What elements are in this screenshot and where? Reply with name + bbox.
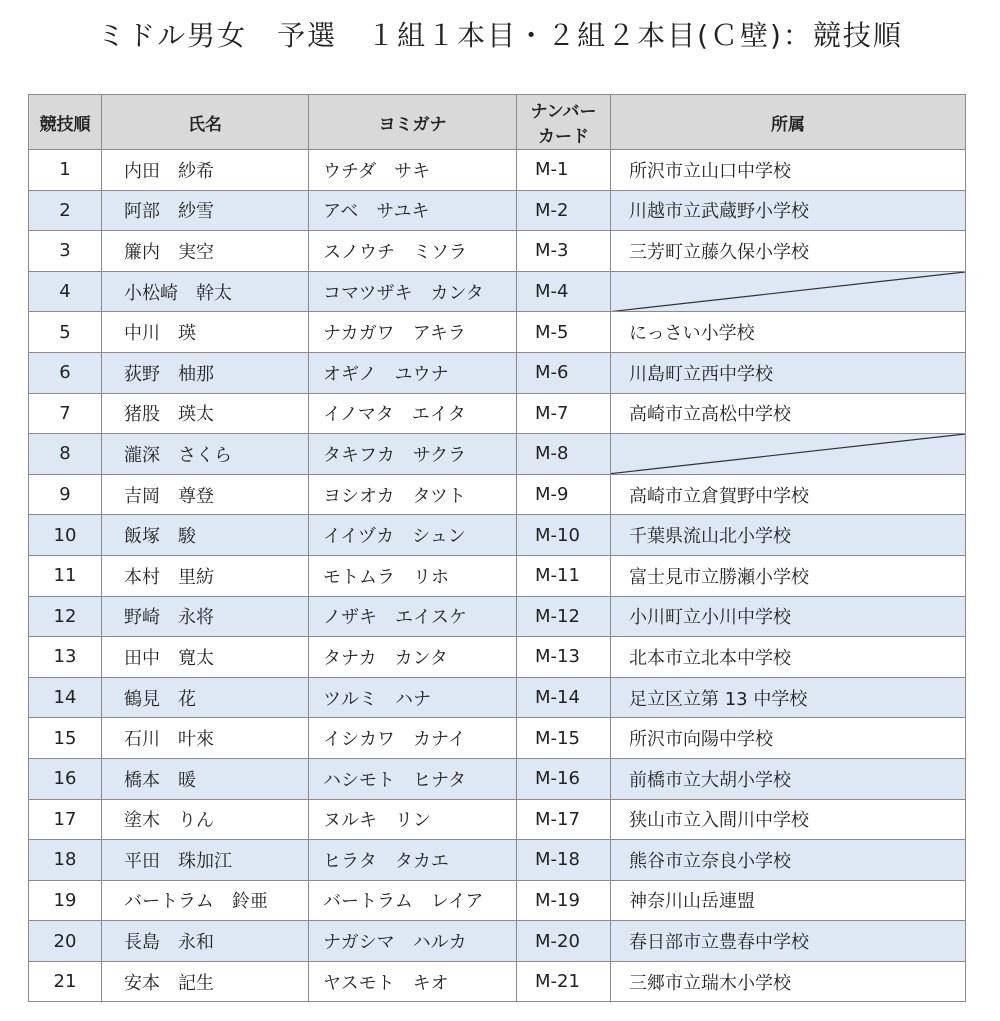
- cell-number-card: M-17: [517, 799, 611, 840]
- cell-number-card: M-4: [517, 271, 611, 312]
- cell-kana: ナガシマ ハルカ: [309, 921, 517, 962]
- cell-number-card: M-15: [517, 718, 611, 759]
- cell-order: 3: [29, 231, 102, 272]
- cell-affiliation: 高崎市立倉賀野中学校: [611, 474, 966, 515]
- cell-name: バートラム 鈴亜: [102, 880, 309, 921]
- cell-number-card: M-19: [517, 880, 611, 921]
- cell-order: 10: [29, 515, 102, 556]
- cell-kana: ツルミ ハナ: [309, 677, 517, 718]
- header-order: 競技順: [29, 95, 102, 150]
- header-affiliation: 所属: [611, 95, 966, 150]
- cell-kana: オギノ ユウナ: [309, 352, 517, 393]
- cell-affiliation: 高崎市立高松中学校: [611, 393, 966, 434]
- cell-number-card: M-5: [517, 312, 611, 353]
- cell-order: 9: [29, 474, 102, 515]
- cell-name: 石川 叶來: [102, 718, 309, 759]
- cell-number-card: M-10: [517, 515, 611, 556]
- cell-order: 15: [29, 718, 102, 759]
- cell-name: 田中 寛太: [102, 637, 309, 678]
- cell-name: 飯塚 駿: [102, 515, 309, 556]
- cell-order: 13: [29, 637, 102, 678]
- header-card-line2: カード: [538, 127, 589, 147]
- cell-number-card: M-16: [517, 758, 611, 799]
- cell-name: 吉岡 尊登: [102, 474, 309, 515]
- table-row: [29, 271, 966, 312]
- table-row: [29, 596, 966, 637]
- cell-affiliation: にっさい小学校: [611, 312, 966, 353]
- cell-kana: タナカ カンタ: [309, 637, 517, 678]
- cell-name: 荻野 柚那: [102, 352, 309, 393]
- table-row: [29, 312, 966, 353]
- cell-order: 21: [29, 961, 102, 1002]
- cell-number-card: M-3: [517, 231, 611, 272]
- table-row: [29, 718, 966, 759]
- header-number-card: [517, 95, 611, 150]
- cell-affiliation: 北本市立北本中学校: [611, 637, 966, 678]
- cell-affiliation: 川越市立武蔵野小学校: [611, 190, 966, 231]
- cell-number-card: M-11: [517, 555, 611, 596]
- cell-order: 5: [29, 312, 102, 353]
- table-row: [29, 961, 966, 1002]
- cell-kana: ノザキ エイスケ: [309, 596, 517, 637]
- cell-order: 14: [29, 677, 102, 718]
- cell-kana: イイヅカ シュン: [309, 515, 517, 556]
- cell-affiliation: 狭山市立入間川中学校: [611, 799, 966, 840]
- table-row: [29, 190, 966, 231]
- table-row: [29, 921, 966, 962]
- table-row: [29, 677, 966, 718]
- table-row: [29, 515, 966, 556]
- cell-order: 11: [29, 555, 102, 596]
- cell-kana: バートラム レイア: [309, 880, 517, 921]
- table-row: [29, 150, 966, 191]
- cell-name: 橋本 暖: [102, 758, 309, 799]
- table-row: [29, 799, 966, 840]
- cell-order: 17: [29, 799, 102, 840]
- start-order-table: [28, 94, 966, 1002]
- cell-affiliation: [611, 271, 966, 312]
- cell-number-card: M-13: [517, 637, 611, 678]
- header-kana: ヨミガナ: [309, 95, 517, 150]
- cell-kana: ナカガワ アキラ: [309, 312, 517, 353]
- blank-cell-slash: [611, 272, 965, 312]
- table-row: [29, 231, 966, 272]
- table-row: [29, 840, 966, 881]
- cell-order: 20: [29, 921, 102, 962]
- table-header-row: [29, 95, 966, 150]
- cell-order: 1: [29, 150, 102, 191]
- cell-kana: タキフカ サクラ: [309, 434, 517, 475]
- cell-affiliation: [611, 434, 966, 475]
- cell-kana: ヤスモト キオ: [309, 961, 517, 1002]
- cell-name: 中川 瑛: [102, 312, 309, 353]
- cell-name: 簾内 実空: [102, 231, 309, 272]
- header-card-line1: ナンバー: [530, 102, 597, 122]
- cell-kana: ヌルキ リン: [309, 799, 517, 840]
- cell-affiliation: 足立区立第 13 中学校: [611, 677, 966, 718]
- cell-kana: モトムラ リホ: [309, 555, 517, 596]
- header-name: 氏名: [102, 95, 309, 150]
- page-title: ミドル男女 予選 １組１本目・２組２本目(Ｃ壁)：競技順: [97, 19, 903, 52]
- table-row: [29, 880, 966, 921]
- cell-affiliation: 前橋市立大胡小学校: [611, 758, 966, 799]
- table-row: [29, 555, 966, 596]
- cell-name: 本村 里紡: [102, 555, 309, 596]
- cell-number-card: M-8: [517, 434, 611, 475]
- cell-name: 鶴見 花: [102, 677, 309, 718]
- cell-order: 12: [29, 596, 102, 637]
- cell-affiliation: 所沢市向陽中学校: [611, 718, 966, 759]
- cell-order: 2: [29, 190, 102, 231]
- cell-kana: ウチダ サキ: [309, 150, 517, 191]
- cell-number-card: M-20: [517, 921, 611, 962]
- cell-kana: コマツザキ カンタ: [309, 271, 517, 312]
- cell-order: 8: [29, 434, 102, 475]
- cell-number-card: M-7: [517, 393, 611, 434]
- cell-order: 16: [29, 758, 102, 799]
- cell-affiliation: 千葉県流山北小学校: [611, 515, 966, 556]
- cell-kana: ヒラタ タカエ: [309, 840, 517, 881]
- table-row: [29, 637, 966, 678]
- cell-name: 長島 永和: [102, 921, 309, 962]
- cell-name: 猪股 瑛太: [102, 393, 309, 434]
- table-row: [29, 434, 966, 475]
- cell-name: 塗木 りん: [102, 799, 309, 840]
- cell-affiliation: 熊谷市立奈良小学校: [611, 840, 966, 881]
- cell-order: 18: [29, 840, 102, 881]
- cell-name: 小松崎 幹太: [102, 271, 309, 312]
- table-row: [29, 758, 966, 799]
- cell-number-card: M-14: [517, 677, 611, 718]
- table-row: [29, 352, 966, 393]
- cell-affiliation: 春日部市立豊春中学校: [611, 921, 966, 962]
- cell-name: 安本 記生: [102, 961, 309, 1002]
- cell-order: 4: [29, 271, 102, 312]
- cell-affiliation: 三芳町立藤久保小学校: [611, 231, 966, 272]
- cell-kana: イシカワ カナイ: [309, 718, 517, 759]
- cell-affiliation: 富士見市立勝瀬小学校: [611, 555, 966, 596]
- cell-number-card: M-1: [517, 150, 611, 191]
- cell-affiliation: 神奈川山岳連盟: [611, 880, 966, 921]
- cell-affiliation: 川島町立西中学校: [611, 352, 966, 393]
- cell-number-card: M-18: [517, 840, 611, 881]
- cell-name: 内田 紗希: [102, 150, 309, 191]
- cell-number-card: M-2: [517, 190, 611, 231]
- cell-name: 瀧深 さくら: [102, 434, 309, 475]
- cell-kana: スノウチ ミソラ: [309, 231, 517, 272]
- cell-affiliation: 小川町立小川中学校: [611, 596, 966, 637]
- cell-order: 6: [29, 352, 102, 393]
- cell-number-card: M-21: [517, 961, 611, 1002]
- cell-kana: ハシモト ヒナタ: [309, 758, 517, 799]
- cell-kana: イノマタ エイタ: [309, 393, 517, 434]
- cell-affiliation: 所沢市立山口中学校: [611, 150, 966, 191]
- cell-name: 野崎 永将: [102, 596, 309, 637]
- cell-number-card: M-9: [517, 474, 611, 515]
- cell-number-card: M-12: [517, 596, 611, 637]
- table-row: [29, 393, 966, 434]
- cell-kana: ヨシオカ タツト: [309, 474, 517, 515]
- cell-order: 19: [29, 880, 102, 921]
- blank-cell-slash: [611, 434, 965, 474]
- cell-name: 平田 珠加江: [102, 840, 309, 881]
- cell-number-card: M-6: [517, 352, 611, 393]
- cell-order: 7: [29, 393, 102, 434]
- table-row: [29, 474, 966, 515]
- cell-name: 阿部 紗雪: [102, 190, 309, 231]
- cell-kana: アベ サユキ: [309, 190, 517, 231]
- cell-affiliation: 三郷市立瑞木小学校: [611, 961, 966, 1002]
